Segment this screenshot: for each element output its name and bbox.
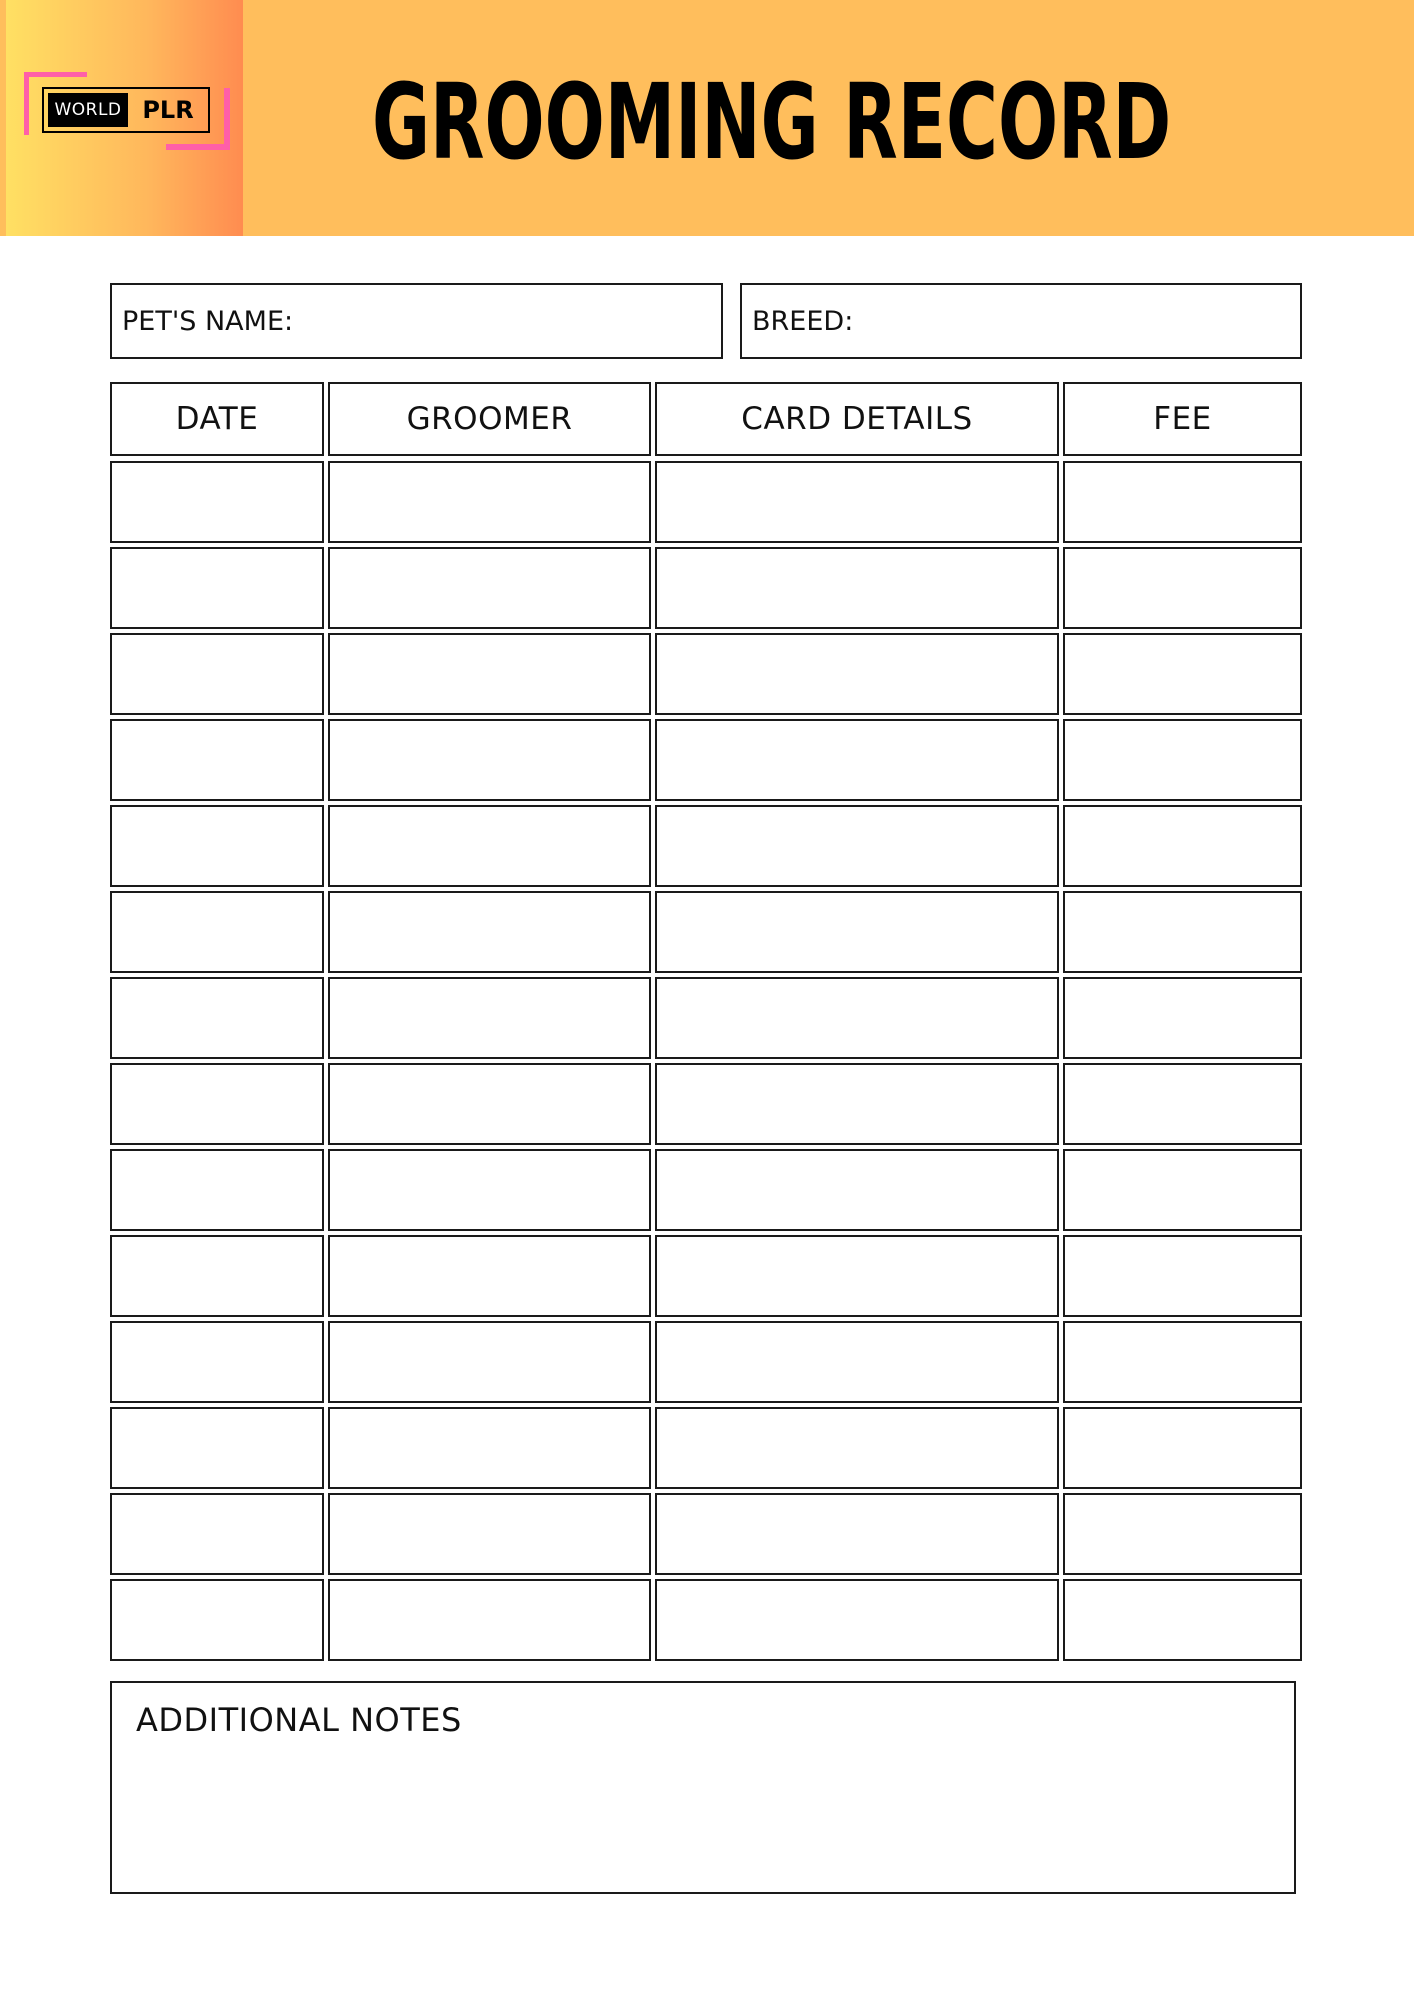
table-cell-fee[interactable] xyxy=(1063,1321,1302,1403)
table-cell-fee[interactable] xyxy=(1063,461,1302,543)
breed-label: BREED: xyxy=(752,305,854,337)
column-header-fee: FEE xyxy=(1063,382,1302,456)
table-cell-groomer[interactable] xyxy=(328,1149,651,1231)
table-cell-card-details[interactable] xyxy=(655,1063,1059,1145)
table-cell-card-details[interactable] xyxy=(655,1149,1059,1231)
table-cell-groomer[interactable] xyxy=(328,1579,651,1661)
logo xyxy=(42,87,210,133)
table-cell-groomer[interactable] xyxy=(328,977,651,1059)
table-cell-date[interactable] xyxy=(110,1579,324,1661)
table-cell-fee[interactable] xyxy=(1063,1235,1302,1317)
column-header-groomer: GROOMER xyxy=(328,382,651,456)
table-cell-groomer[interactable] xyxy=(328,1063,651,1145)
table-cell-groomer[interactable] xyxy=(328,1235,651,1317)
table-cell-fee[interactable] xyxy=(1063,1579,1302,1661)
table-cell-groomer[interactable] xyxy=(328,461,651,543)
table-cell-date[interactable] xyxy=(110,1407,324,1489)
table-cell-date[interactable] xyxy=(110,891,324,973)
table-cell-card-details[interactable] xyxy=(655,977,1059,1059)
table-cell-groomer[interactable] xyxy=(328,891,651,973)
table-cell-date[interactable] xyxy=(110,1063,324,1145)
table-cell-card-details[interactable] xyxy=(655,891,1059,973)
table-cell-groomer[interactable] xyxy=(328,633,651,715)
table-cell-date[interactable] xyxy=(110,1321,324,1403)
table-cell-card-details[interactable] xyxy=(655,719,1059,801)
page-title: GROOMING RECORD xyxy=(372,61,1172,183)
table-cell-fee[interactable] xyxy=(1063,891,1302,973)
table-cell-date[interactable] xyxy=(110,719,324,801)
table-cell-date[interactable] xyxy=(110,461,324,543)
table-cell-fee[interactable] xyxy=(1063,805,1302,887)
logo-world-text: WORLD xyxy=(48,93,128,127)
table-cell-date[interactable] xyxy=(110,633,324,715)
pet-name-label: PET'S NAME: xyxy=(122,305,294,337)
table-cell-fee[interactable] xyxy=(1063,719,1302,801)
additional-notes-box[interactable] xyxy=(110,1681,1296,1894)
pet-name-field[interactable] xyxy=(110,283,723,359)
table-cell-card-details[interactable] xyxy=(655,1235,1059,1317)
table-cell-card-details[interactable] xyxy=(655,1407,1059,1489)
table-cell-date[interactable] xyxy=(110,547,324,629)
table-cell-groomer[interactable] xyxy=(328,805,651,887)
table-cell-groomer[interactable] xyxy=(328,1321,651,1403)
table-cell-date[interactable] xyxy=(110,1493,324,1575)
column-header-card-details: CARD DETAILS xyxy=(655,382,1059,456)
logo-plr-text: PLR xyxy=(142,96,194,124)
table-cell-groomer[interactable] xyxy=(328,1493,651,1575)
table-cell-date[interactable] xyxy=(110,1235,324,1317)
table-cell-card-details[interactable] xyxy=(655,1493,1059,1575)
table-cell-card-details[interactable] xyxy=(655,633,1059,715)
table-cell-groomer[interactable] xyxy=(328,1407,651,1489)
table-cell-card-details[interactable] xyxy=(655,1579,1059,1661)
table-cell-fee[interactable] xyxy=(1063,633,1302,715)
column-header-date: DATE xyxy=(110,382,324,456)
table-cell-card-details[interactable] xyxy=(655,1321,1059,1403)
table-cell-card-details[interactable] xyxy=(655,547,1059,629)
table-cell-card-details[interactable] xyxy=(655,805,1059,887)
table-cell-fee[interactable] xyxy=(1063,547,1302,629)
additional-notes-label: ADDITIONAL NOTES xyxy=(136,1701,462,1739)
table-cell-fee[interactable] xyxy=(1063,1063,1302,1145)
table-cell-card-details[interactable] xyxy=(655,461,1059,543)
table-cell-fee[interactable] xyxy=(1063,1493,1302,1575)
table-cell-fee[interactable] xyxy=(1063,977,1302,1059)
breed-field[interactable] xyxy=(740,283,1302,359)
table-cell-groomer[interactable] xyxy=(328,719,651,801)
table-cell-fee[interactable] xyxy=(1063,1149,1302,1231)
table-cell-groomer[interactable] xyxy=(328,547,651,629)
table-cell-date[interactable] xyxy=(110,977,324,1059)
table-cell-date[interactable] xyxy=(110,805,324,887)
table-cell-date[interactable] xyxy=(110,1149,324,1231)
table-cell-fee[interactable] xyxy=(1063,1407,1302,1489)
